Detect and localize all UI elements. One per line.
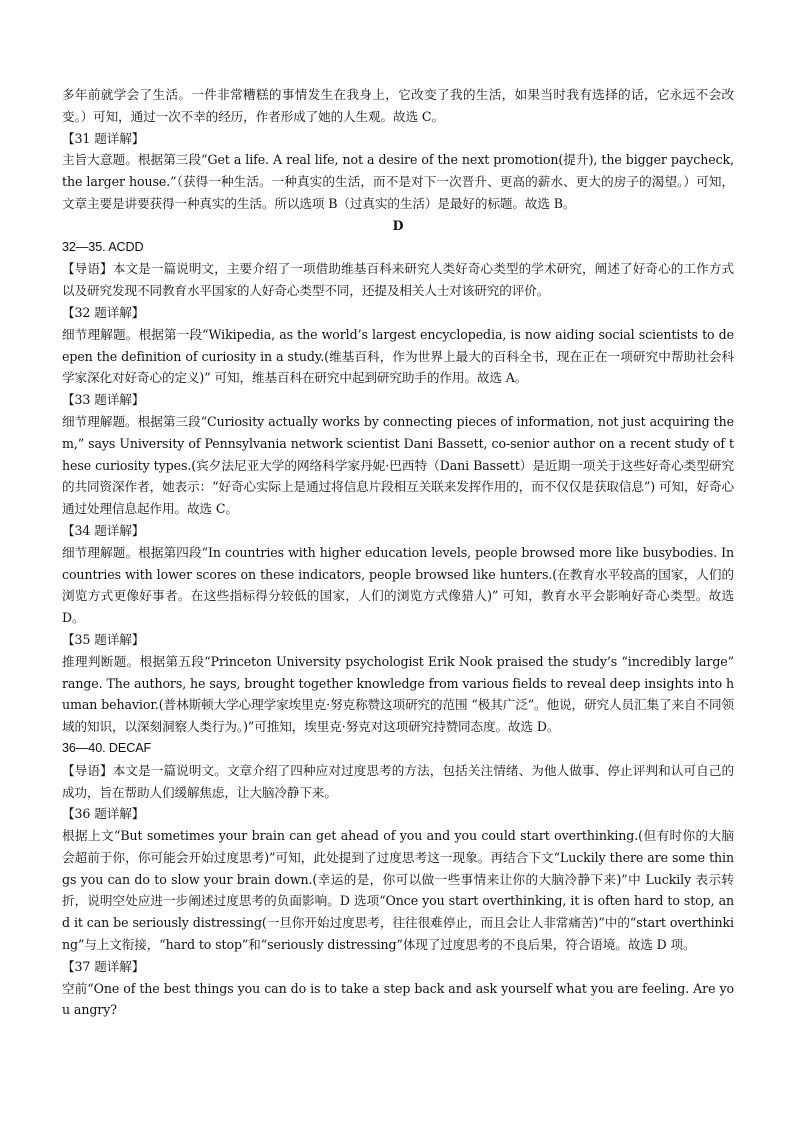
question-35-explanation: 推理判断题。根据第五段“Princeton University psychologist Erik Nook praised the study’s “incredibly large” range. The authors, he says, brought together knowledge from various fields to reveal deep insights into human behavior.(普林斯顿大学心理学家埃里克·努克称赞这项研究的范围 “极其广泛”。他说，研究人员汇集了来自不同领域的知识，以深刻洞察人类行为。)”可推知，埃里克·努克对这项研究持赞同态度。故选 D。 xyxy=(62,653,734,735)
answers-36-40: 36—40. DECAF xyxy=(62,740,152,755)
question-33-heading: 【33 题详解】 xyxy=(62,392,145,408)
question-37-explanation: 空前“One of the best things you can do is to take a step back and ask yourself what you are feeling. Are you angry? xyxy=(62,980,734,1018)
document-page xyxy=(62,84,734,1021)
section-d-heading: D xyxy=(392,217,404,233)
question-36-explanation: 根据上文“But sometimes your brain can get ahead of you and you could start overthinking.(但有时你的大脑会超前于你，你可能会开始过度思考)”可知，此处提到了过度思考这一现象。再结合下文“Luckily there are some things you can do to slow your brain down.(幸运的是，你可以做一些事情来让你的大脑冷静下来)”中 Luckily 表示转折，说明空处应进一步阐述过度思考的负面影响。D 选项“Once you start overthinking, it is often hard to stop, and it can be seriously distressing(一旦你开始过度思考，往往很难停止，而且会让人非常痛苦)”中的“start overthinking”与上文衔接，“hard to stop”和“seriously distressing”体现了过度思考的不良后果，符合语境。故选 D 项。 xyxy=(62,828,734,953)
answers-32-35: 32—35. ACDD xyxy=(62,239,144,254)
question-32-heading: 【32 题详解】 xyxy=(62,304,145,320)
question-31-heading: 【31 题详解】 xyxy=(62,130,145,146)
guide-36-40: 【导语】本文是一篇说明文。文章介绍了四种应对过度思考的方法，包括关注情绪、为他人做事、停止评判和认可自己的成功，旨在帮助人们缓解焦虑，让大脑冷静下来。 xyxy=(62,762,734,800)
question-33-explanation: 细节理解题。根据第三段“Curiosity actually works by connecting pieces of information, not just acquiring them,” says University of Pennsylvania network scientist Dani Bassett, co-senior author on a recent study of these curiosity types.(宾夕法尼亚大学的网络科学家丹妮·巴西特（Dani Bassett）是近期一项关于这些好奇心类型研究的共同资深作者，她表示：“好奇心实际上是通过将信息片段相互关联来发挥作用的，而不仅仅是获取信息”) 可知，好奇心通过处理信息起作用。故选 C。 xyxy=(62,413,734,517)
question-35-heading: 【35 题详解】 xyxy=(62,631,145,647)
question-36-heading: 【36 题详解】 xyxy=(62,806,145,822)
question-34-heading: 【34 题详解】 xyxy=(62,522,145,538)
question-31-explanation: 主旨大意题。根据第三段“Get a life. A real life, not a desire of the next promotion(提升), the bigger paycheck, the larger house.”（获得一种生活。一种真实的生活，而不是对下一次晋升、更高的薪水、更大的房子的渴望。）可知，文章主要是讲要获得一种真实的生活。所以选项 B（过真实的生活）是最好的标题。故选 B。 xyxy=(62,152,734,211)
question-32-explanation: 细节理解题。根据第一段“Wikipedia, as the world’s largest encyclopedia, is now aiding social scientists to deepen the definition of curiosity in a study.(维基百科，作为世界上最大的百科全书，现在正在一项研究中帮助社会科学家深化对好奇心的定义)” 可知，维基百科在研究中起到研究助手的作用。故选 A。 xyxy=(62,326,734,386)
guide-32-35: 【导语】本文是一篇说明文，主要介绍了一项借助维基百科来研究人类好奇心类型的学术研究，阐述了好奇心的工作方式以及研究发现不同教育水平国家的人好奇心类型不同，还提及相关人士对该研究的评价。 xyxy=(62,261,734,299)
question-34-explanation: 细节理解题。根据第四段“In countries with higher education levels, people browsed more like busybodies. In countries with lower scores on these indicators, people browsed like hunters.(在教育水平较高的国家，人们的浏览方式更像好事者。在这些指标得分较低的国家，人们的浏览方式像猎人)” 可知，教育水平会影响好奇心类型。故选 D。 xyxy=(62,544,734,626)
question-37-heading: 【37 题详解】 xyxy=(62,958,145,974)
intro-paragraph: 多年前就学会了生活。一件非常糟糕的事情发生在我身上，它改变了我的生活，如果当时我有选择的话，它永远不会改变。）可知，通过一次不幸的经历，作者形成了她的人生观。故选 C。 xyxy=(62,87,734,124)
